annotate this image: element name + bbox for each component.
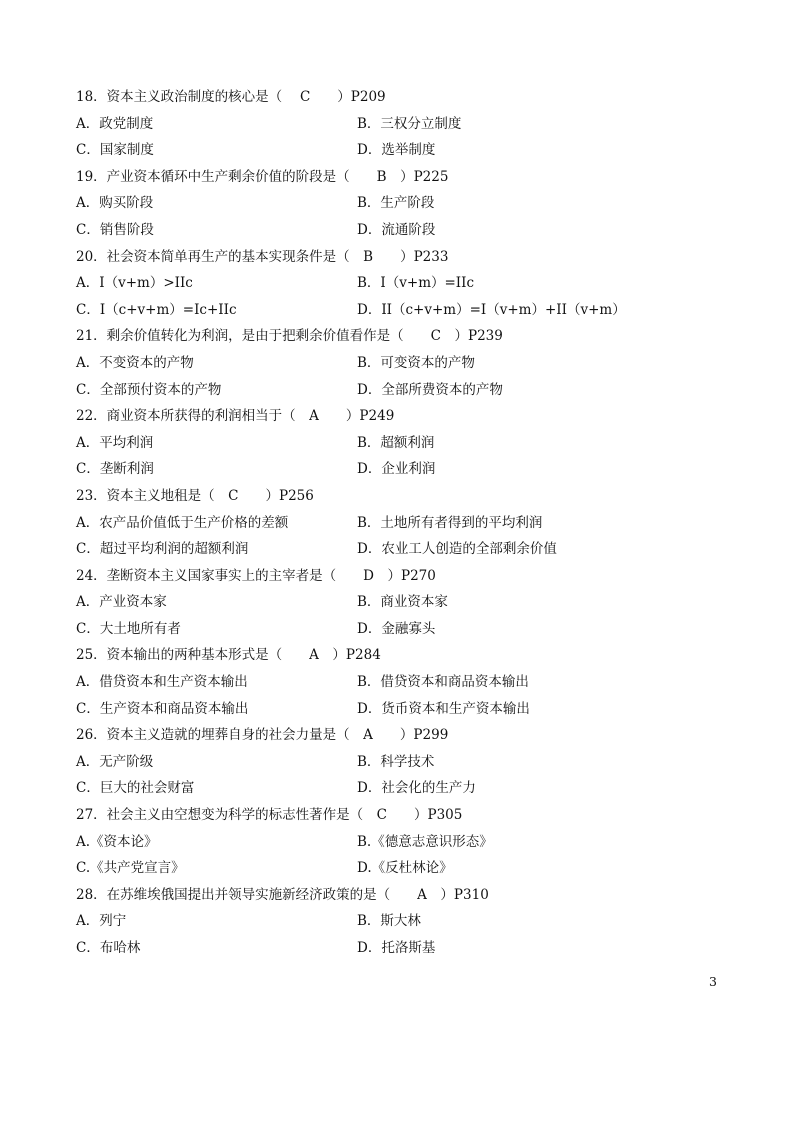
option-b: B.《德意志意识形态》: [357, 833, 493, 850]
option-b: B．三权分立制度: [357, 115, 462, 132]
option-a: A．无产阶级: [76, 753, 154, 770]
option-a: A．列宁: [76, 913, 127, 930]
option-b: B．科学技术: [357, 753, 435, 770]
option-a: A．产业资本家: [76, 594, 167, 611]
options-row: [76, 297, 736, 324]
options-row: [76, 829, 736, 856]
question-stem: 18．资本主义政治制度的核心是（ C ）P209: [76, 89, 386, 105]
options-row: [76, 616, 736, 643]
option-c: C．I（c+v+m）=Ic+IIc: [76, 301, 237, 318]
options-row: [76, 696, 736, 723]
option-d: D．金融寡头: [357, 620, 436, 637]
option-c: C．布哈林: [76, 940, 141, 956]
options-row: [76, 536, 736, 563]
options-row: [76, 456, 736, 483]
options-row: [76, 589, 736, 616]
options-row: [76, 350, 736, 377]
option-b: B．生产阶段: [357, 195, 435, 212]
option-b: B．商业资本家: [357, 594, 448, 611]
option-b: B．借贷资本和商品资本输出: [357, 674, 529, 691]
option-c: C．销售阶段: [76, 221, 154, 238]
question-stem: 26．资本主义造就的埋葬自身的社会力量是（ A ）P299: [76, 727, 449, 744]
option-a: A.《资本论》: [76, 833, 158, 850]
options-row: [76, 935, 736, 962]
option-c: C．生产资本和商品资本输出: [76, 700, 249, 717]
options-row: [76, 908, 736, 935]
options-row: [76, 510, 736, 537]
options-row: [76, 217, 736, 244]
option-b: B．I（v+m）=IIc: [357, 275, 475, 292]
option-c: C．国家制度: [76, 142, 154, 159]
option-c: C.《共产党宣言》: [76, 860, 185, 877]
option-c: C．全部预付资本的产物: [76, 381, 222, 398]
question-stem: 25．资本输出的两种基本形式是（ A ）P284: [76, 647, 381, 664]
option-a: A．农产品价值低于生产价格的差额: [76, 514, 289, 531]
question-stem: 21．剩余价值转化为利润，是由于把剩余价值看作是（ C ）P239: [76, 328, 503, 345]
option-a: A．政党制度: [76, 115, 154, 132]
option-d: D．企业利润: [357, 461, 436, 478]
option-a: A．借贷资本和生产资本输出: [76, 674, 248, 691]
option-c: C．垄断利润: [76, 461, 154, 478]
option-c: C．巨大的社会财富: [76, 780, 195, 797]
option-d: D．托洛斯基: [357, 940, 436, 956]
question-stem: 28．在苏维埃俄国提出并领导实施新经济政策的是（ A ）P310: [76, 886, 489, 903]
question-stem: 19．产业资本循环中生产剩余价值的阶段是（ B ）P225: [76, 168, 449, 185]
option-a: A．购买阶段: [76, 195, 154, 212]
question-stem: 27．社会主义由空想变为科学的标志性著作是（ C ）P305: [76, 807, 463, 824]
options-row: [76, 111, 736, 138]
page-number: 3: [709, 974, 717, 989]
option-d: D．货币资本和生产资本输出: [357, 700, 530, 717]
option-d: D．II（c+v+m）=I（v+m）+II（v+m）: [357, 301, 626, 318]
options-row: [76, 137, 736, 164]
option-b: B．土地所有者得到的平均利润: [357, 514, 543, 531]
options-row: [76, 669, 736, 696]
option-b: B．超额利润: [357, 434, 435, 451]
option-c: C．超过平均利润的超额利润: [76, 541, 249, 558]
options-row: [76, 855, 736, 882]
question-stem: 23．资本主义地租是（ C ）P256: [76, 487, 314, 504]
option-d: D．选举制度: [357, 142, 436, 159]
option-b: B．可变资本的产物: [357, 354, 475, 371]
options-row: [76, 190, 736, 217]
option-b: B．斯大林: [357, 913, 421, 930]
question-stem: 24．垄断资本主义国家事实上的主宰者是（ D ）P270: [76, 567, 436, 584]
options-row: [76, 430, 736, 457]
question-stem: 20．社会资本简单再生产的基本实现条件是（ B ）P233: [76, 248, 449, 265]
option-d: D.《反杜林论》: [357, 860, 453, 877]
question-stem: 22．商业资本所获得的利润相当于（ A ）P249: [76, 408, 395, 425]
question-list: [76, 84, 736, 962]
option-d: D．社会化的生产力: [357, 780, 476, 797]
option-a: A．平均利润: [76, 434, 154, 451]
options-row: [76, 775, 736, 802]
options-row: [76, 377, 736, 404]
option-d: D．全部所费资本的产物: [357, 381, 503, 398]
option-d: D．农业工人创造的全部剩余价值: [357, 541, 557, 558]
option-a: A．不变资本的产物: [76, 354, 194, 371]
option-c: C．大土地所有者: [76, 620, 181, 637]
option-a: A．I（v+m）>IIc: [76, 275, 193, 292]
options-row: [76, 270, 736, 297]
option-d: D．流通阶段: [357, 221, 436, 238]
options-row: [76, 749, 736, 776]
